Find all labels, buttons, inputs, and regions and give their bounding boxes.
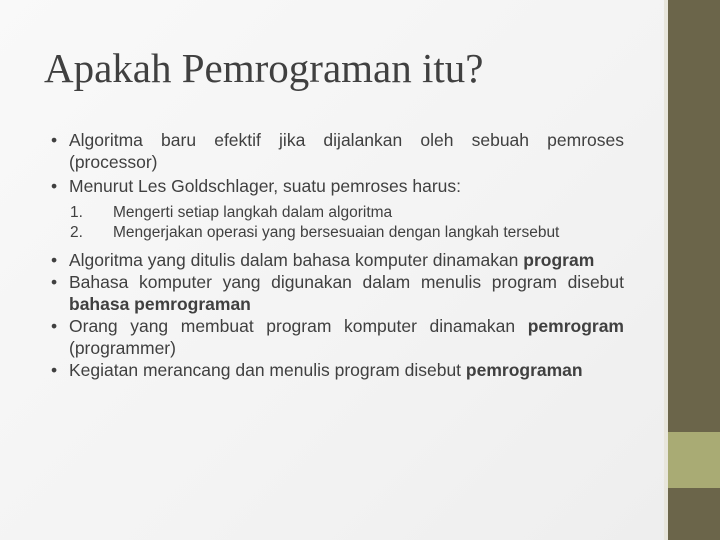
slide-content [46,129,624,381]
numbered-sublist [70,203,624,243]
bullet-text-suffix: (programmer) [69,338,176,358]
bullet-item [46,359,624,381]
bullet-item [46,315,624,359]
item-number: 2. [70,224,83,241]
bullet-emphasis: bahasa pemrograman [69,294,251,314]
bullet-text: Bahasa komputer yang digunakan dalam menulis program disebut [69,272,624,292]
bullet-text: Menurut Les Goldschlager, suatu pemroses harus: [69,176,462,196]
bullet-emphasis: pemrograman [465,360,583,380]
item-text: Mengerti setiap langkah dalam algoritma [113,204,393,221]
bullet-item [46,249,624,271]
numbered-item [70,223,624,243]
bullet-text: Kegiatan merancang dan menulis program disebut [69,360,466,380]
bullet-item [46,129,624,173]
item-number: 1. [70,204,83,221]
bullet-emphasis: pemrogram [527,316,624,336]
sidebar-accent-block [668,432,720,488]
bullet-item [46,271,624,315]
numbered-item [70,203,624,223]
bullet-text: Algoritma baru efektif jika dijalankan oleh sebuah pemroses (processor) [69,130,624,172]
bullet-text: Algoritma yang ditulis dalam bahasa komputer dinamakan [69,250,524,270]
bullet-text: Orang yang membuat program komputer dinamakan [69,316,528,336]
bullet-emphasis: program [523,250,595,270]
bullet-item [46,175,624,197]
item-text: Mengerjakan operasi yang bersesuaian dengan langkah tersebut [113,224,560,241]
slide-title: Apakah Pemrograman itu? [44,45,484,91]
